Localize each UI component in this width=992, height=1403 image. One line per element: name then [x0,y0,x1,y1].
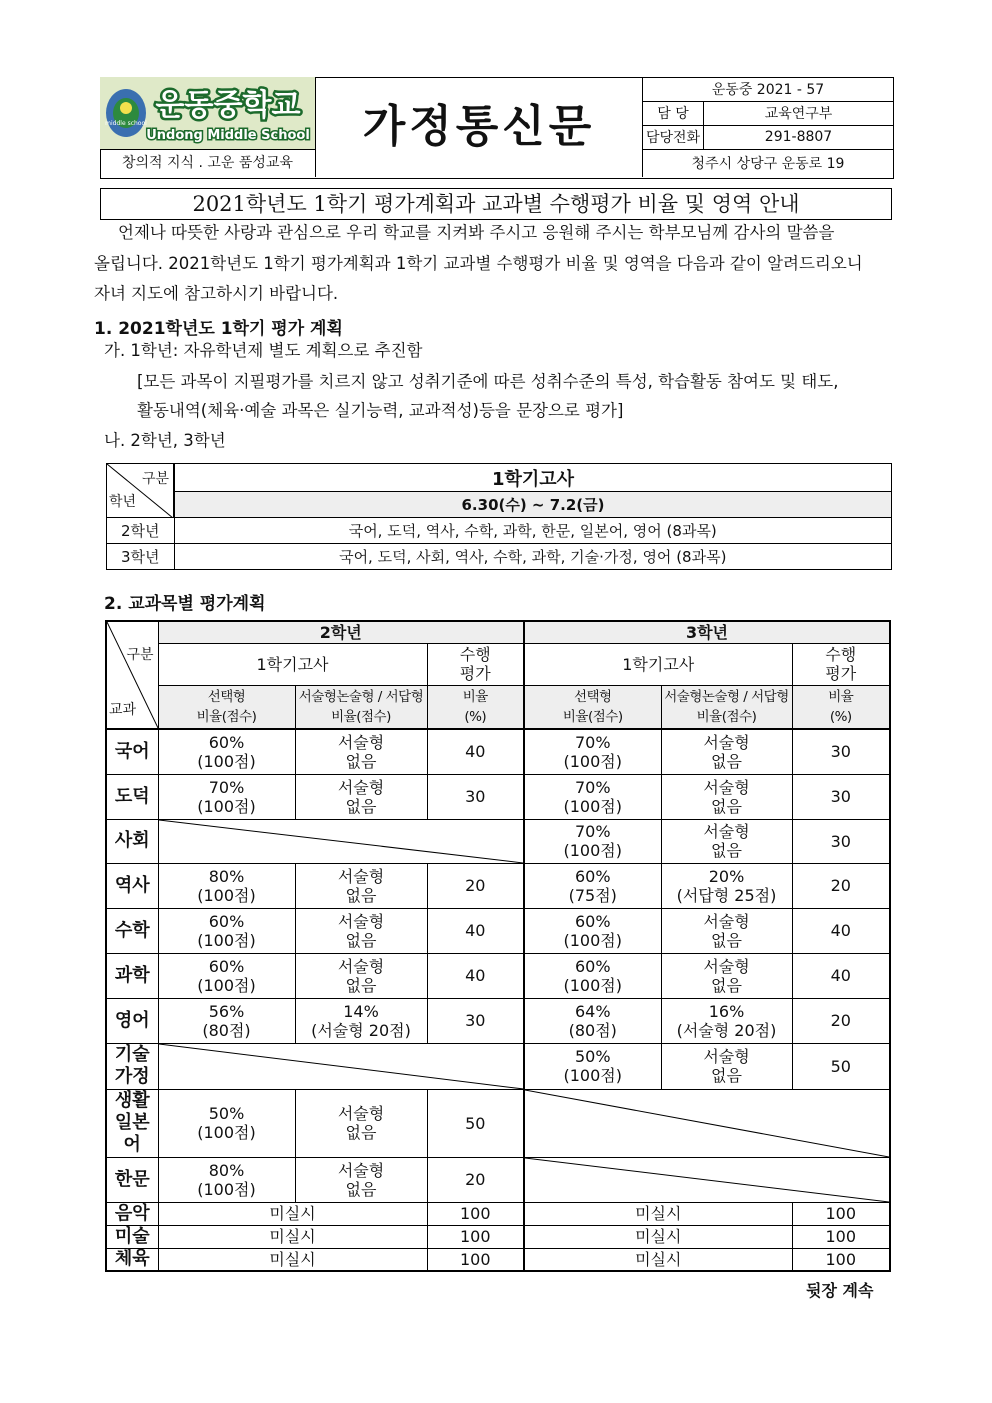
subject-eval-wrapper [105,620,891,1272]
essay-ratio: 16% (서술형 20점) [661,998,792,1043]
selective-ratio: 70% (100점) [158,774,295,819]
grade-subjects: 국어, 도덕, 역사, 수학, 과학, 한문, 일본어, 영어 (8과목) [174,518,892,544]
school-motto: 창의적 지식 . 고운 품성교육 [100,149,316,177]
perf-ratio: 50 [427,1089,524,1157]
grade-label: 2학년 [107,518,175,544]
essay-ratio: 서술형 없음 [295,1089,427,1157]
subject-name: 역사 [106,863,158,908]
selective-ratio: 60% (100점) [158,908,295,953]
subject-name: 기술 가정 [106,1043,158,1089]
essay-ratio: 20% (서답형 25점) [661,863,792,908]
school-name-en: Undong Middle School [146,128,310,143]
essay-ratio: 14% (서술형 20점) [295,998,427,1043]
perf-ratio: 40 [427,953,524,998]
diagonal-line [159,1044,524,1089]
subject-name: 과학 [106,953,158,998]
subject-name: 한문 [106,1157,158,1202]
perf-ratio: 100 [792,1225,890,1248]
page-title: 가정통신문 [362,101,596,152]
table-row [106,774,890,819]
selective-ratio: 70% (100점) [524,774,661,819]
table-row [106,863,890,908]
corner-bottom-label: 학년 [109,494,137,510]
selective-ratio: 70% (100점) [524,819,661,863]
essay-ratio: 서술형 없음 [295,908,427,953]
exam-header: 1학기고사 [158,643,427,685]
selective-ratio: 60% (100점) [158,953,295,998]
perf-ratio: 100 [427,1248,524,1271]
essay-ratio: 서술형 없음 [661,953,792,998]
section1-item-b: 나. 2학년, 3학년 [104,431,226,450]
selective-ratio: 64% (80점) [524,998,661,1043]
logo-small-text: middle school [105,120,147,127]
not-conducted: 미실시 [158,1248,427,1271]
exam-label: 1학기고사 [174,464,892,492]
subject-name: 음악 [106,1202,158,1225]
perf-ratio: 20 [792,863,890,908]
section1-heading: 1. 2021학년도 1학기 평가 계획 [94,319,343,339]
intro-line-3: 자녀 지도에 참고하시기 바랍니다. [94,284,339,303]
selective-ratio: 80% (100점) [158,1157,295,1202]
col-essay: 서술형논술형 / 서답형 비율(점수) [661,685,792,729]
diagonal-line [525,1090,889,1157]
essay-ratio: 서술형 없음 [295,729,427,774]
table-row [106,1043,890,1089]
notice-title: 2021학년도 1학기 평가계획과 교과별 수행평가 비율 및 영역 안내 [100,188,892,220]
subject-name: 체육 [106,1248,158,1271]
essay-ratio: 서술형 없음 [661,908,792,953]
perf-ratio: 30 [792,729,890,774]
subject-eval-table [105,620,891,1272]
perf-ratio: 40 [792,953,890,998]
address: 청주시 상당구 운동로 19 [691,156,845,173]
perf-ratio: 20 [427,863,524,908]
selective-ratio: 60% (100점) [524,953,661,998]
table-row [106,908,890,953]
col-selective: 선택형 비율(점수) [158,685,295,729]
section1-note-2: 활동내역(체육·예술 과목은 실기능력, 교과적성)등을 문장으로 평가] [137,401,624,420]
not-applicable-cell [158,1043,524,1089]
corner-bottom-label: 교과 [109,702,137,718]
not-conducted: 미실시 [158,1225,427,1248]
not-conducted: 미실시 [524,1248,792,1271]
grade-subjects: 국어, 도덕, 사회, 역사, 수학, 과학, 기술·가정, 영어 (8과목) [174,544,892,570]
perf-ratio: 20 [792,998,890,1043]
perf-ratio: 30 [792,774,890,819]
corner-top-label: 구분 [141,471,169,487]
table-row [106,998,890,1043]
doc-info [642,77,893,177]
perf-ratio: 40 [792,908,890,953]
essay-ratio: 서술형 없음 [295,953,427,998]
perf-ratio: 100 [427,1225,524,1248]
table-row [106,1089,890,1157]
table-row [106,953,890,998]
table-row [106,819,890,863]
subject-name: 도덕 [106,774,158,819]
selective-ratio: 80% (100점) [158,863,295,908]
exam-dates: 6.30(수) ~ 7.2(금) [174,492,892,518]
perf-ratio: 40 [427,729,524,774]
perf-ratio: 100 [792,1202,890,1225]
grade3-header: 3학년 [524,621,890,643]
intro-line-1: 언제나 따뜻한 사랑과 관심으로 우리 학교를 지켜봐 주시고 응원해 주시는 학부모님께 감사의 말씀을 [118,223,835,242]
corner-top-label: 구분 [126,647,154,663]
intro-line-2: 올립니다. 2021학년도 1학기 평가계획과 1학기 교과별 수행평가 비율 및 영역을 다음과 같이 알려드리오니 [94,254,863,273]
essay-ratio: 서술형 없음 [661,729,792,774]
not-applicable-cell [524,1157,890,1202]
selective-ratio: 50% (100점) [158,1089,295,1157]
subject-name: 미술 [106,1225,158,1248]
not-applicable-cell [158,819,524,863]
essay-ratio: 서술형 없음 [661,1043,792,1089]
school-logo [100,77,316,150]
perf-ratio: 100 [792,1248,890,1271]
perf-ratio: 20 [427,1157,524,1202]
info-key: 담당전화 [643,125,704,149]
col-essay: 서술형논술형 / 서답형 비율(점수) [295,685,427,729]
diagonal-line [525,1158,889,1202]
perf-ratio: 30 [427,998,524,1043]
not-conducted: 미실시 [524,1225,792,1248]
subject-name: 사회 [106,819,158,863]
not-applicable-cell [524,1089,890,1157]
essay-ratio: 서술형 없음 [295,863,427,908]
subject-name: 국어 [106,729,158,774]
diagonal-line [159,820,524,863]
table-row [106,1225,890,1248]
info-value: 291-8807 [704,125,894,149]
essay-ratio: 서술형 없음 [295,1157,427,1202]
school-name-ko: 운동중학교 [155,88,301,123]
grade2-header: 2학년 [158,621,524,643]
subject-name: 생활 일본 어 [106,1089,158,1157]
col-ratio: 비율 (%) [792,685,890,729]
selective-ratio: 60% (100점) [524,908,661,953]
exam-header: 1학기고사 [524,643,792,685]
not-conducted: 미실시 [158,1202,427,1225]
perf-header: 수행 평가 [427,643,524,685]
essay-ratio: 서술형 없음 [661,819,792,863]
table2-body [106,729,890,1271]
perf-ratio: 30 [792,819,890,863]
section2-heading: 2. 교과목별 평가계획 [104,594,266,614]
selective-ratio: 60% (75점) [524,863,661,908]
doc-number: 운동중 2021 - 57 [643,77,893,101]
essay-ratio: 서술형 없음 [295,774,427,819]
table-row [106,1248,890,1271]
logo-graphic [100,77,315,149]
essay-ratio: 서술형 없음 [661,774,792,819]
section1-item-a: 가. 1학년: 자유학년제 별도 계획으로 추진함 [104,341,423,360]
table1-corner [107,464,175,518]
not-conducted: 미실시 [524,1202,792,1225]
grade-label: 3학년 [107,544,175,570]
info-value: 교육연구부 [704,101,894,125]
selective-ratio: 70% (100점) [524,729,661,774]
col-ratio: 비율 (%) [427,685,524,729]
perf-ratio: 30 [427,774,524,819]
selective-ratio: 60% (100점) [158,729,295,774]
perf-header: 수행 평가 [792,643,890,685]
section1-note-1: [모든 과목이 지필평가를 치르지 않고 성취기준에 따른 성취수준의 특성, 학습활동 참여도 및 태도, [137,372,839,391]
table-row [106,1157,890,1202]
table2-corner [106,621,158,729]
subject-name: 영어 [106,998,158,1043]
perf-ratio: 50 [792,1043,890,1089]
table-row [106,1202,890,1225]
table-row [106,729,890,774]
footer-continue: 뒷장 계속 [806,1281,874,1300]
selective-ratio: 56% (80점) [158,998,295,1043]
exam-schedule-table [106,463,892,570]
info-key: 담 당 [643,101,704,125]
col-selective: 선택형 비율(점수) [524,685,661,729]
selective-ratio: 50% (100점) [524,1043,661,1089]
perf-ratio: 100 [427,1202,524,1225]
perf-ratio: 40 [427,908,524,953]
subject-name: 수학 [106,908,158,953]
